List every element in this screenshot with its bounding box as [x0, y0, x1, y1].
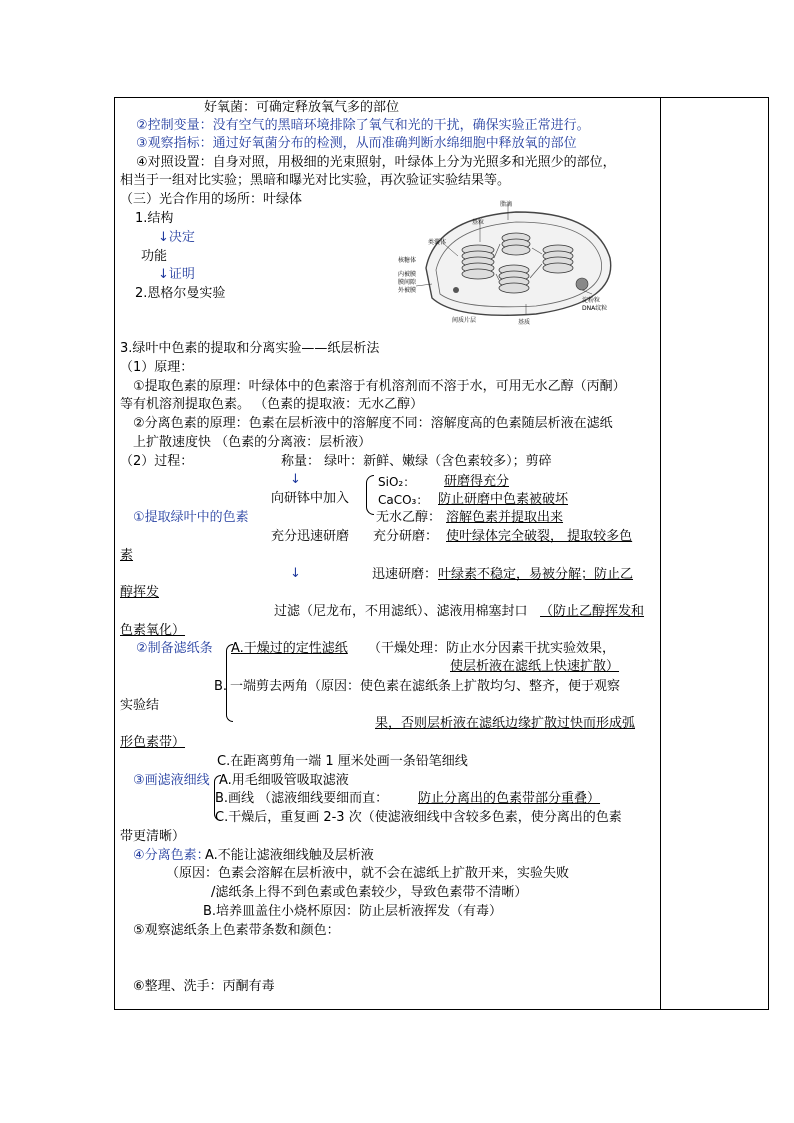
diagram-label: 基质 — [518, 319, 531, 326]
arrow-down: ↓ — [290, 472, 301, 487]
text-line: 防止研磨中色素被破坏 — [438, 492, 569, 507]
text-line: 相当于一组对比实验；黑暗和曝光对比实验，再次验证实验结果等。 — [120, 173, 511, 188]
section-heading: （三）光合作用的场所：叶绿体 — [120, 192, 303, 207]
text-line: ②分离色素的原理：色素在层析液中的溶解度不同：溶解度高的色素随层析液在滤纸 — [133, 416, 613, 431]
text-line: 防止分离出的色素带部分重叠） — [418, 791, 601, 806]
text-line: 溶解色素并提取出来 — [446, 510, 564, 525]
column-divider — [660, 97, 661, 1010]
text-line: ⑤观察滤纸条上色素带条数和颜色： — [133, 923, 340, 938]
text-line: 迅速研磨： — [372, 567, 438, 582]
arrow-down: ↓ — [290, 566, 301, 581]
text-line: 实验结 — [120, 698, 160, 713]
text-line: 过滤（尼龙布，不用滤纸）、滤液用棉塞封口 — [274, 604, 528, 619]
brace — [366, 475, 374, 515]
text-line: 1.结构 — [135, 211, 174, 226]
diagram-label: 内被膜 — [398, 271, 417, 278]
text-line: ②控制变量：没有空气的黑暗环境排除了氧气和光的干扰，确保实验正常进行。 — [136, 118, 590, 133]
text-line: 2.恩格尔曼实验 — [135, 286, 226, 301]
step-label: ④分离色素： — [133, 848, 210, 863]
text-line: B.画线 （滤液细线要细而直： — [215, 791, 389, 806]
diagram-label: 核糖体 — [398, 257, 417, 264]
diagram-label: 淀粉粒 — [582, 297, 601, 304]
text-line: C.干燥后，重复画 2-3 次（使滤液细线中含较多色素，使分离出的色素 — [215, 810, 622, 825]
text-line: 充分研磨： — [373, 529, 439, 544]
text-line: 向研钵中加入 — [271, 491, 350, 506]
diagram-label: DNA纹粒 — [582, 305, 608, 312]
step-label: ②制备滤纸条 — [136, 641, 213, 656]
text-line: 功能 — [141, 249, 168, 264]
text-line: 等有机溶剂提取色素。 （色素的提取液：无水乙醇） — [120, 397, 424, 412]
text-line: A.用毛细吸管吸取滤液 — [219, 773, 349, 788]
text-line: ⑥整理、洗手：丙酮有毒 — [133, 979, 275, 994]
text-line: 使层析液在滤纸上快速扩散） — [450, 659, 620, 674]
text-line: 称量： 绿叶：新鲜、嫩绿（含色素较多）；剪碎 — [281, 454, 552, 469]
text-line: （2）过程： — [120, 454, 194, 469]
text-line: 形色素带） — [120, 735, 186, 750]
text-line: /滤纸条上得不到色素或色素较少，导致色素带不清晰） — [211, 885, 528, 900]
text-line: ①提取色素的原理：叶绿体中的色素溶于有机溶剂而不溶于水，可用无水乙醇（丙酮） — [133, 379, 626, 394]
text-line: A.干燥过的定性滤纸 — [231, 641, 348, 656]
text-line: 一端剪去两角（原因：使色素在滤纸条上扩散均匀、整齐，便于观察 — [230, 679, 621, 694]
text-line: 带更清晰） — [120, 829, 186, 844]
text-line: （1）原理： — [120, 360, 194, 375]
step-label: ③画滤液细线 — [133, 773, 210, 788]
chem-label: CaCO₃： — [378, 493, 429, 507]
text-line: 充分迅速研磨 — [271, 529, 350, 544]
diagram-label: 类囊体 — [428, 239, 447, 246]
text-line: 果，否则层析液在滤纸边缘扩散过快而形成弧 — [375, 716, 636, 731]
text-line: B. — [214, 679, 228, 694]
chem-label: SiO₂： — [378, 475, 416, 489]
text-line: A.不能让滤液细线触及层析液 — [205, 848, 374, 863]
text-line: ↓证明 — [158, 267, 195, 282]
text-line: （防止乙醇挥发和 — [540, 604, 645, 619]
text-line: 好氧菌：可确定释放氧气多的部位 — [204, 100, 400, 115]
diagram-label: 脂滴 — [500, 201, 513, 208]
text-line: ↓决定 — [158, 230, 195, 245]
text-line: 上扩散速度快 （色素的分离液：层析液） — [133, 435, 372, 450]
text-line: （原因：色素会溶解在层析液中，就不会在滤纸上扩散开来，实验失败 — [166, 866, 570, 881]
text-line: B.培养皿盖住小烧杯原因：防止层析液挥发（有毒） — [203, 904, 503, 919]
text-line: （干燥处理：防止水分因素干扰实验效果， — [368, 641, 616, 656]
diagram-label: 基粒 — [472, 219, 485, 226]
chloroplast-diagram — [396, 198, 628, 330]
diagram-label: 外被膜 — [398, 287, 417, 294]
diagram-label: 间质片层 — [452, 317, 477, 324]
text-line: 叶绿素不稳定，易被分解；防止乙 — [438, 567, 634, 582]
diagram-label: 膜间隙 — [398, 279, 417, 286]
text-line: 研磨得充分 — [444, 474, 510, 489]
text-line: 色素氧化） — [120, 623, 186, 638]
section-heading: 3.绿叶中色素的提取和分离实验——纸层析法 — [120, 341, 380, 356]
text-line: 醇挥发 — [120, 585, 160, 600]
text-line: ③观察指标：通过好氧菌分布的检测，从而准确判断水绵细胞中释放氧的部位 — [136, 136, 577, 151]
text-line: ④对照设置：自身对照，用极细的光束照射，叶绿体上分为光照多和光照少的部位， — [136, 155, 616, 170]
text-line: 无水乙醇： — [376, 510, 442, 525]
text-line: 素 — [120, 548, 134, 563]
step-label: ①提取绿叶中的色素 — [133, 510, 249, 525]
text-line: C.在距离剪角一端 1 厘米处画一条铅笔细线 — [217, 754, 468, 769]
text-line: 使叶绿体完全破裂， 提取较多色 — [446, 529, 633, 544]
